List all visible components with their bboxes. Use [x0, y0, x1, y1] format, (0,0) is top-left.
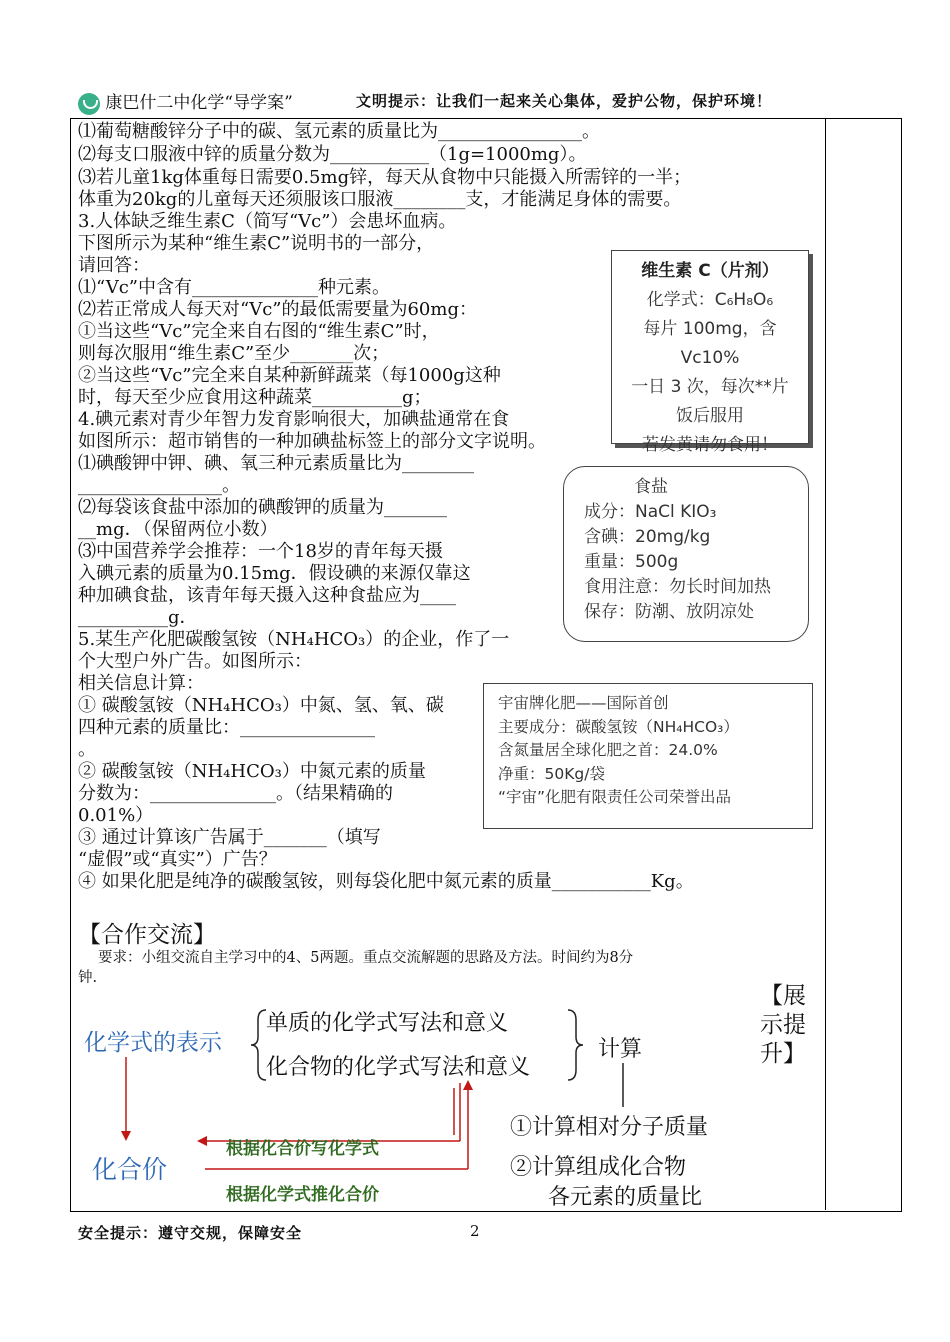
- diagram-calc1: ①计算相对分子质量: [510, 1115, 709, 1140]
- vc-dose: 一日 3 次，每次**片: [631, 377, 789, 397]
- diagram-arrow-bottom: 根据化学式推化合价: [226, 1185, 379, 1205]
- text-line: ⑶若儿童1kg体重每日需要0.5mg锌，每天从食物中只能摄入所需锌的一半；: [78, 167, 692, 188]
- text-line: 时，每天至少应食用这种蔬菜__________g；: [78, 387, 432, 408]
- text-line: __________g．: [78, 607, 198, 628]
- ad-brand: 宇宙牌化肥——国际首创: [498, 694, 669, 712]
- vc-timing: 饭后服用: [676, 406, 744, 426]
- vitamin-c-label-box: [611, 250, 809, 455]
- text-line: ⑴碘酸钾中钾、碘、氧三种元素质量比为________: [78, 453, 474, 474]
- ad-maker: “宇宙”化肥有限责任公司荣誉出品: [498, 788, 732, 806]
- salt-label-box: [563, 466, 809, 642]
- text-line: 四种元素的质量比：_______________: [78, 717, 375, 738]
- side-label-line: 示提: [760, 1012, 806, 1038]
- text-line: 个大型户外广告。如图所示：: [78, 651, 312, 672]
- vc-content: 每片 100mg，含 Vc10%: [643, 319, 777, 368]
- left-brace: [251, 1010, 266, 1080]
- text-line: ⑴葡萄糖酸锌分子中的碳、氢元素的质量比为________________。: [78, 121, 600, 142]
- fertilizer-ad-box: [483, 683, 813, 829]
- text-line: __mg．（保留两位小数）: [78, 519, 278, 540]
- text-line: 入碘元素的质量为0.15mg．假设碘的来源仅靠这: [78, 563, 471, 584]
- text-line: “虚假”或“真实”）广告？: [78, 849, 277, 870]
- salt-note: 食用注意：勿长时间加热: [584, 577, 771, 597]
- text-line: 如图所示：超市销售的一种加碘盐标签上的部分文字说明。: [78, 431, 546, 452]
- page-header: [78, 88, 293, 115]
- text-line: ________________。: [78, 475, 240, 496]
- salt-title: 食盐: [634, 477, 668, 497]
- diagram-simple: 单质的化学式写法和意义: [266, 1011, 509, 1036]
- diagram-compound: 化合物的化学式写法和意义: [266, 1055, 531, 1080]
- text-line: 体重为20kg的儿童每天还须服该口服液________支，才能满足身体的需要。: [78, 189, 682, 210]
- header-slogan: 文明提示：让我们一起来关心集体，爱护公物，保护环境！: [356, 92, 773, 110]
- salt-iodine: 含碘：20mg/kg: [584, 527, 711, 547]
- arrow-up-icon: [463, 1080, 473, 1090]
- text-line: ② 碳酸氢铵（NH₄HCO₃）中氮元素的质量: [78, 761, 426, 782]
- diagram-calc3: 各元素的质量比: [548, 1185, 703, 1210]
- diagram-arrow-top: 根据化合价写化学式: [226, 1139, 379, 1159]
- text-line: ① 碳酸氢铵（NH₄HCO₃）中氮、氢、氧、碳: [78, 695, 444, 716]
- vc-warning: 若发黄请勿食用！: [642, 435, 778, 455]
- page-number: 2: [470, 1222, 480, 1240]
- text-line: ⑶中国营养学会推荐：一个18岁的青年每天摄: [78, 541, 443, 562]
- diagram-calc2: ②计算组成化合物: [510, 1155, 687, 1180]
- arrow-left-icon: [197, 1136, 207, 1146]
- ad-net: 净重：50Kg/袋: [498, 764, 605, 783]
- side-label-line: 升】: [760, 1041, 806, 1067]
- salt-weight: 重量：500g: [584, 552, 679, 572]
- text-line: ⑵若正常成人每天对“Vc”的最低需要量为60mg：: [78, 299, 477, 320]
- school-logo-icon: [78, 93, 100, 115]
- text-line: 4.碘元素对青少年智力发育影响很大，加碘盐通常在食: [78, 409, 510, 430]
- coop-requirement: 要求：小组交流自主学习中的4、5两题。重点交流解题的思路及方法。时间约为8分: [98, 950, 634, 966]
- coop-heading: 【合作交流】: [78, 922, 216, 948]
- arrow-down-icon: [121, 1131, 131, 1141]
- text-line: ①当这些“Vc”完全来自右图的“维生素C”时，: [78, 321, 440, 342]
- text-line: ⑴“Vc”中含有______________种元素。: [78, 277, 390, 298]
- text-line: 种加碘食盐，该青年每天摄入这种食盐应为____: [78, 585, 456, 606]
- side-label-line: 【展: [760, 983, 806, 1009]
- ad-main: 主要成分：碳酸氢铵（NH₄HCO₃）: [498, 717, 739, 736]
- text-line: 相关信息计算：: [78, 673, 204, 694]
- text-line: ⑵每袋该食盐中添加的碘酸钾的质量为_______: [78, 497, 447, 518]
- text-line: ③ 通过计算该广告属于_______（填写: [78, 827, 381, 848]
- diagram-valence: 化合价: [92, 1155, 168, 1184]
- frame-divider: [825, 118, 826, 1210]
- diagram-main: 化学式的表示: [84, 1030, 222, 1056]
- text-line: ④ 如果化肥是纯净的碳酸氢铵，则每袋化肥中氮元素的质量___________Kg。: [78, 871, 694, 892]
- vc-formula: 化学式：C₆H₈O₆: [646, 290, 774, 310]
- footer-safety: 安全提示：遵守交规，保障安全: [78, 1224, 303, 1242]
- text-line: 下图所示为某种“维生素C”说明书的一部分，: [78, 233, 435, 254]
- salt-storage: 保存：防潮、放阴凉处: [584, 602, 754, 622]
- salt-ingredients: 成分：NaCl KIO₃: [584, 502, 717, 522]
- text-line: 分数为：______________。（结果精确的: [78, 783, 393, 804]
- text-line: 则每次服用“维生素C”至少_______次；: [78, 343, 390, 364]
- text-line: ⑵每支口服液中锌的质量分数为___________（1g=1000mg）。: [78, 144, 587, 165]
- header-title: 康巴什二中化学“导学案”: [105, 93, 293, 113]
- ad-nitrogen: 含氮量居全球化肥之首：24.0%: [498, 741, 718, 759]
- right-brace: [568, 1010, 583, 1080]
- vc-title: 维生素 C（片剂）: [641, 261, 779, 281]
- diagram-calc: 计算: [598, 1037, 643, 1062]
- coop-requirement-cont: 钟.: [78, 970, 98, 986]
- text-line: 3.人体缺乏维生素C（简写“Vc”）会患坏血病。: [78, 211, 457, 232]
- text-line: ②当这些“Vc”完全来自某种新鲜蔬菜（每1000g这种: [78, 365, 501, 386]
- text-line: 。: [78, 739, 96, 760]
- text-line: 0.01%）: [78, 805, 154, 826]
- text-line: 请回答：: [78, 255, 150, 276]
- text-line: 5.某生产化肥碳酸氢铵（NH₄HCO₃）的企业，作了一: [78, 629, 510, 650]
